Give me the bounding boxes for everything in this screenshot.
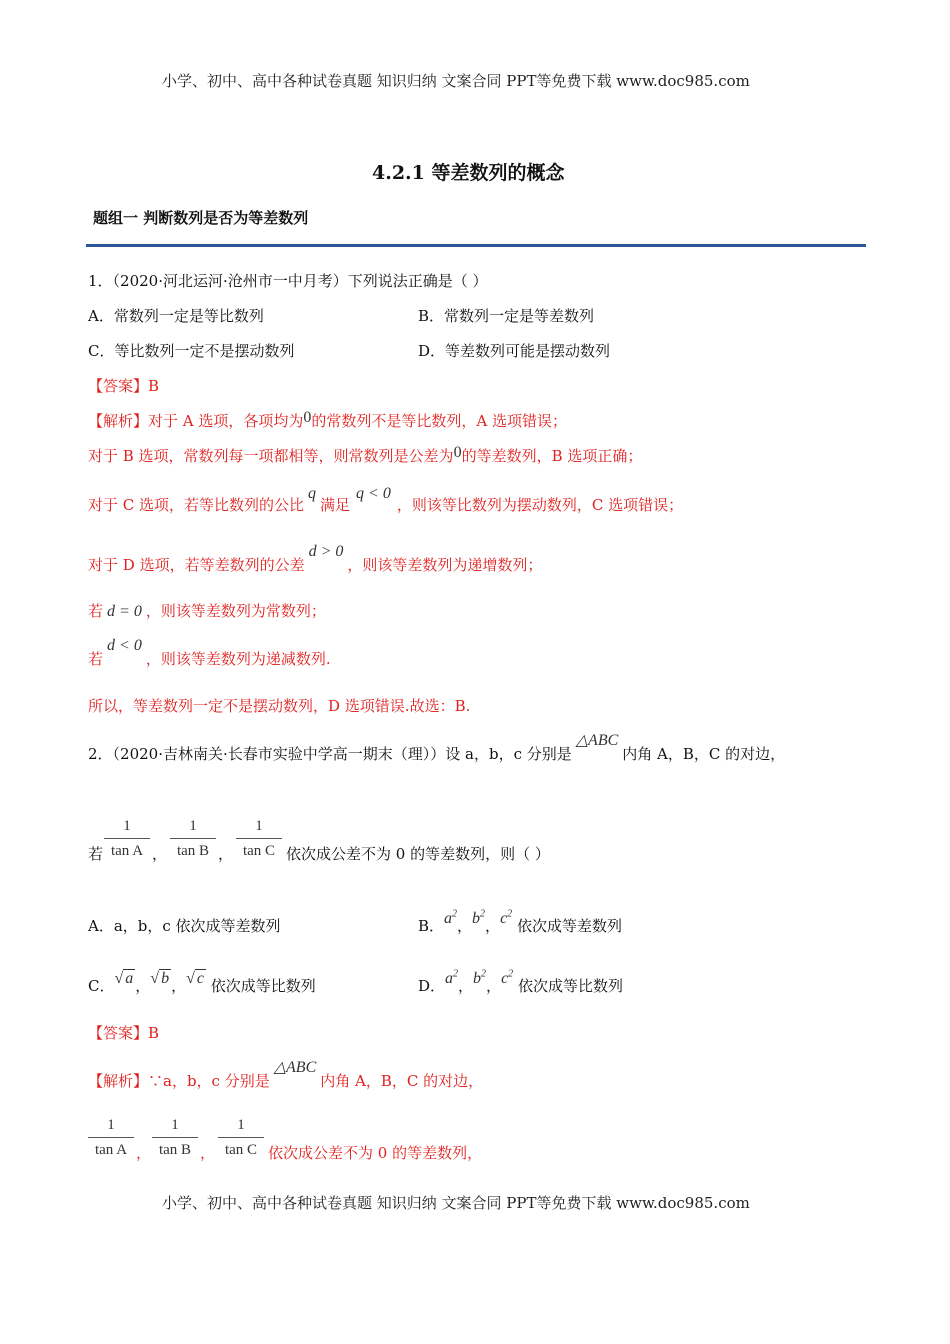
- frac-bar: [88, 1137, 134, 1138]
- q2-d-b2: $b^2$: [473, 968, 487, 987]
- q2-c-label: C．: [88, 977, 115, 995]
- q2-stem: [88, 732, 786, 764]
- q2-answer: 【答案】B: [88, 1024, 160, 1042]
- q2-option-d: D．$a^2$，$b^2$，$c^2$ 依次成等比数列: [418, 968, 623, 995]
- frac-numerator: 1: [255, 818, 263, 834]
- page-title: 4.2.1 等差数列的概念: [372, 162, 565, 184]
- frac-numerator: 1: [237, 1117, 245, 1133]
- frac-denominator: tan C: [224, 1142, 258, 1158]
- q2-ex-frac-tanB: [152, 1115, 198, 1160]
- q1-stem: 1．（2020·河北运河·沧州市一中月考）下列说法正确是（ ）: [88, 272, 488, 290]
- frac-numerator: 1: [123, 818, 131, 834]
- q1-option-b: B．常数列一定是等差数列: [418, 307, 595, 325]
- q2-d-c2: $c^2$: [501, 968, 514, 987]
- frac-numerator: 1: [189, 818, 197, 834]
- frac-denominator: tan C: [242, 843, 276, 859]
- q1-ex4-pre: 对于 D 选项，若等差数列的公差: [88, 556, 305, 574]
- q2-ex1-post: 内角 A，B，C 的对边，: [320, 1072, 484, 1090]
- q2-ex1-pre: 【解析】∵a，b，c 分别是: [88, 1072, 270, 1090]
- q1-option-a: A．常数列一定是等比数列: [88, 307, 264, 325]
- q2-c-sqrt-b: √ b: [150, 970, 170, 987]
- frac-bar: [170, 838, 216, 839]
- q1-ex3-q: q: [308, 485, 317, 502]
- q1-ex5-pre: 若: [88, 602, 104, 620]
- q2-option-a: A．a，b，c 依次成等差数列: [88, 917, 281, 935]
- q1-explain-line2: [88, 445, 642, 466]
- q1-ex1-pre: 【解析】对于 A 选项，各项均为: [88, 412, 304, 430]
- q1-ex5-cond: d = 0: [107, 603, 142, 620]
- q2-d-label: D．: [418, 977, 446, 995]
- section-divider: [86, 244, 866, 247]
- frac-denominator: tan B: [176, 843, 210, 859]
- q2-c-sqrt-a: √ a: [114, 970, 134, 987]
- q2-stem-post: 内角 A，B，C 的对边，: [622, 745, 786, 763]
- q2-ex-frac-tanC: [218, 1115, 264, 1160]
- frac-denominator: tan A: [110, 843, 144, 859]
- q1-ex3-pre: 对于 C 选项，若等比数列的公比: [88, 496, 305, 514]
- q1-ex6-post: ，则该等差数列为递减数列.: [145, 650, 331, 668]
- q1-ex2-pre: 对于 B 选项，常数列每一项都相等，则常数列是公差为: [88, 447, 454, 465]
- page-footer: 小学、初中、高中各种试卷真题 知识归纳 文案合同 PPT等免费下载 www.doc985.com: [162, 1194, 750, 1212]
- q2-ex-frac-tanA: [88, 1115, 134, 1160]
- q1-explain-line7: 所以，等差数列一定不是摆动数列，D 选项错误.故选：B.: [88, 697, 471, 715]
- q1-ex4-cond: d > 0: [308, 543, 344, 560]
- q2-comma-2: ，: [218, 845, 234, 863]
- q2-b-post: 依次成等差数列: [516, 917, 622, 935]
- q2-b-c2: $c^2$: [500, 908, 513, 927]
- q2-frac-tanB: [170, 816, 216, 861]
- q2-explain-line1: [88, 1059, 484, 1091]
- q2-ex-comma-2: ，: [200, 1144, 216, 1162]
- q1-ex2-post: 的等差数列，B 选项正确；: [461, 447, 643, 465]
- q1-ex6-cond: d < 0: [107, 637, 142, 654]
- q1-option-c: C．等比数列一定不是摆动数列: [88, 342, 295, 360]
- q2-b-label: B．: [418, 917, 445, 935]
- frac-bar: [236, 838, 282, 839]
- frac-bar: [152, 1137, 198, 1138]
- q2-ex-comma-1: ，: [136, 1144, 152, 1162]
- q2-c-sqrt-c: √ c: [186, 970, 204, 987]
- q1-option-d: D．等差数列可能是摆动数列: [418, 342, 611, 360]
- frac-numerator: 1: [171, 1117, 179, 1133]
- frac-bar: [104, 838, 150, 839]
- section-heading: 题组一 判断数列是否为等差数列: [93, 209, 309, 227]
- q1-ex3-post: ，则该等比数列为摆动数列，C 选项错误；: [396, 496, 684, 514]
- q1-explain-line3: [88, 485, 684, 515]
- q1-explain-line6: [88, 637, 331, 669]
- q2-explain-line2-post: 依次成公差不为 0 的等差数列，: [268, 1144, 483, 1162]
- q1-ex5-post: ，则该等差数列为常数列；: [145, 602, 326, 620]
- q2-ex1-triangle: △ABC: [273, 1059, 317, 1076]
- q2-c-post: 依次成等比数列: [210, 977, 316, 995]
- q1-ex6-pre: 若: [88, 650, 104, 668]
- q1-ex2-zero: 0: [453, 444, 462, 461]
- q1-ex1-zero: 0: [303, 409, 312, 426]
- q2-comma-1: ，: [152, 845, 168, 863]
- q2-frac-tanC: [236, 816, 282, 861]
- q1-ex3-cond: q < 0: [356, 485, 391, 502]
- q1-ex4-post: ，则该等差数列为递增数列；: [347, 556, 543, 574]
- q2-option-c: C．√ a ，√ b ，√ c 依次成等比数列: [88, 970, 316, 995]
- page-header: 小学、初中、高中各种试卷真题 知识归纳 文案合同 PPT等免费下载 www.doc985.com: [162, 72, 750, 90]
- q2-stem-pre: 2．（2020·吉林南关·长春市实验中学高一期末（理））设 a，b，c 分别是: [88, 745, 572, 763]
- q2-b-a2: $a^2$: [444, 908, 458, 927]
- q2-d-post: 依次成等比数列: [517, 977, 623, 995]
- q1-answer: 【答案】B: [88, 377, 160, 395]
- q2-triangle: △ABC: [575, 732, 619, 749]
- q1-explain-line5: [88, 600, 326, 621]
- frac-denominator: tan B: [158, 1142, 192, 1158]
- q1-explain-line1: [88, 410, 567, 431]
- q1-explain-line4: [88, 543, 543, 575]
- q2-d-a2: $a^2$: [445, 968, 459, 987]
- q2-line2-pre: 若: [88, 845, 104, 863]
- q2-line2-post: 依次成公差不为 0 的等差数列，则（ ）: [286, 845, 550, 863]
- q1-ex1-post: 的常数列不是等比数列，A 选项错误；: [311, 412, 567, 430]
- frac-denominator: tan A: [94, 1142, 128, 1158]
- q2-b-b2: $b^2$: [472, 908, 486, 927]
- frac-bar: [218, 1137, 264, 1138]
- frac-numerator: 1: [107, 1117, 115, 1133]
- q2-frac-tanA: [104, 816, 150, 861]
- q1-ex3-mid: 满足: [320, 496, 351, 514]
- q2-option-b: B．$a^2$，$b^2$，$c^2$ 依次成等差数列: [418, 908, 622, 935]
